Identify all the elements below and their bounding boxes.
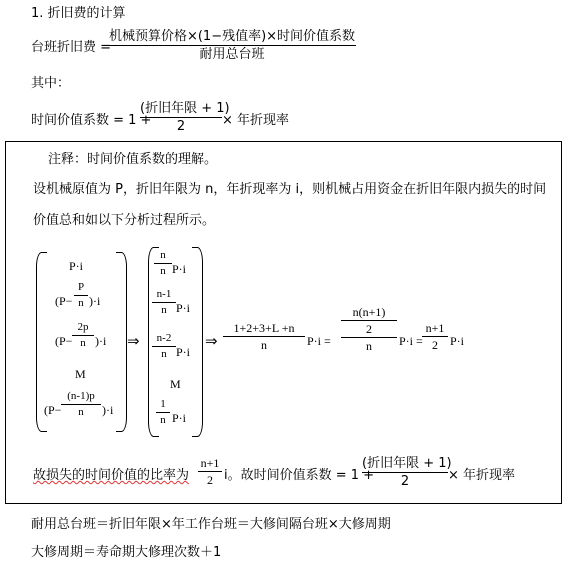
overhaul-cycle-line: 大修周期＝寿命期大修理次数＋1 xyxy=(31,545,222,560)
mid-fraction xyxy=(341,306,397,352)
conclusion-text-c: × 年折现率 xyxy=(448,468,516,483)
frac-num: 1 xyxy=(160,398,166,410)
note-paragraph-line1: 设机械原值为 P，折旧年限为 n，年折现率为 i，则机械占用资金在折旧年限内损失的时间 xyxy=(33,182,547,197)
fraction-bar xyxy=(74,295,88,296)
frac-num: n-2 xyxy=(156,332,172,344)
matrix2-row5-tail: P·i xyxy=(172,411,187,425)
fraction-bar xyxy=(61,404,101,405)
conclusion-fraction2 xyxy=(362,456,452,489)
matrix1-row2-prefix: (P− xyxy=(55,294,73,308)
formula1-denominator: 耐用总台班 xyxy=(199,47,265,62)
section-heading: 1. 折旧费的计算 xyxy=(31,6,126,21)
matrix1-row1: P·i xyxy=(69,259,84,273)
sum-tail: P·i = xyxy=(307,334,331,348)
where-label: 其中： xyxy=(31,76,71,91)
conclusion-fraction1 xyxy=(198,457,222,486)
frac-num: (折旧年限 + 1) xyxy=(362,456,452,471)
matrix1-row3-suffix: )·i xyxy=(95,334,107,348)
frac-num: n+1 xyxy=(425,321,445,335)
mid-tail: P·i = xyxy=(399,334,423,348)
frac-den: 2 xyxy=(366,322,372,336)
fraction-bar xyxy=(140,117,222,118)
matrix1-right-paren xyxy=(116,252,127,432)
fraction-bar xyxy=(108,45,356,46)
matrix2-row5-fraction xyxy=(156,399,170,426)
mid-fraction-numerator xyxy=(341,306,397,335)
matrix2-row4: M xyxy=(170,377,181,391)
fraction-bar xyxy=(198,471,222,472)
frac-den: n xyxy=(366,339,372,353)
frac-num: n-1 xyxy=(156,288,172,300)
matrix2-row2-tail: P·i xyxy=(176,301,191,315)
fraction-bar xyxy=(341,320,397,321)
frac-den: n xyxy=(160,414,166,426)
matrix2-right-paren xyxy=(192,247,203,437)
note-paragraph-line2: 价值总和如以下分析过程所示。 xyxy=(33,213,216,228)
conclusion-text-b: i。故时间价值系数 = 1 + xyxy=(224,468,375,483)
formula2-rhs: × 年折现率 xyxy=(222,113,290,128)
matrix2-row1-tail: P·i xyxy=(172,262,187,276)
final-fraction xyxy=(422,322,448,351)
matrix2-row1-fraction xyxy=(154,250,172,277)
fraction-bar xyxy=(156,412,170,413)
implies-arrow-2: ⇒ xyxy=(205,332,218,350)
total-shifts-line: 耐用总台班＝折旧年限×年工作台班＝大修间隔台班×大修周期 xyxy=(31,517,391,532)
fraction-bar xyxy=(422,336,448,337)
formula1-fraction xyxy=(108,30,356,61)
frac-num: n(n+1) xyxy=(352,305,386,319)
fraction-bar xyxy=(341,337,397,338)
inner-fraction xyxy=(341,306,397,335)
formula2-lhs: 时间价值系数 = 1 + xyxy=(31,113,152,128)
frac-num: n+1 xyxy=(200,456,220,470)
frac-num: P xyxy=(77,281,85,293)
frac-den: n xyxy=(160,265,166,277)
frac-den: 2 xyxy=(400,474,410,489)
frac-den: 2 xyxy=(432,338,438,352)
final-tail: P·i xyxy=(450,334,465,348)
frac-num: 2p xyxy=(77,321,89,333)
frac-num: 1+2+3+L +n xyxy=(233,321,295,335)
matrix1-row3-fraction xyxy=(72,322,94,349)
note-title: 注释：时间价值系数的理解。 xyxy=(48,152,218,167)
matrix1-row5-prefix: (P− xyxy=(44,403,62,417)
matrix1-row4: M xyxy=(75,367,86,381)
matrix1-row5-fraction xyxy=(61,391,101,418)
formula2-denominator: 2 xyxy=(176,119,186,134)
frac-den: 2 xyxy=(207,473,213,487)
frac-den: n xyxy=(161,304,167,316)
formula1-lhs: 台班折旧费 = xyxy=(31,40,112,55)
matrix2-row3-tail: P·i xyxy=(176,345,191,359)
frac-den: n xyxy=(78,406,84,418)
formula2-fraction xyxy=(140,101,230,134)
fraction-bar xyxy=(152,302,176,303)
matrix2-row2-fraction xyxy=(152,289,176,316)
frac-den: n xyxy=(261,338,267,352)
frac-num: (n-1)p xyxy=(67,390,95,402)
implies-arrow-1: ⇒ xyxy=(127,332,140,350)
matrix2-row3-fraction xyxy=(152,333,176,360)
fraction-bar xyxy=(152,346,176,347)
fraction-bar xyxy=(72,335,94,336)
matrix1-row2-suffix: )·i xyxy=(89,294,101,308)
frac-num: n xyxy=(160,249,166,261)
matrix1-row5-suffix: )·i xyxy=(102,403,114,417)
conclusion-underlined: 故损失的时间价值的比率为 xyxy=(33,468,190,483)
matrix1-row3-prefix: (P− xyxy=(55,334,73,348)
matrix1-row2-fraction xyxy=(74,282,88,309)
fraction-bar xyxy=(223,336,305,337)
frac-den: n xyxy=(80,337,86,349)
conclusion-text-a xyxy=(33,469,189,482)
fraction-bar xyxy=(154,263,172,264)
fraction-bar xyxy=(362,472,448,473)
formula2-numerator: (折旧年限 + 1) xyxy=(140,101,230,116)
frac-den: n xyxy=(161,348,167,360)
formula1-numerator: 机械预算价格×(1−残值率)×时间价值系数 xyxy=(108,29,356,44)
sum-fraction xyxy=(223,322,305,351)
frac-den: n xyxy=(78,297,84,309)
